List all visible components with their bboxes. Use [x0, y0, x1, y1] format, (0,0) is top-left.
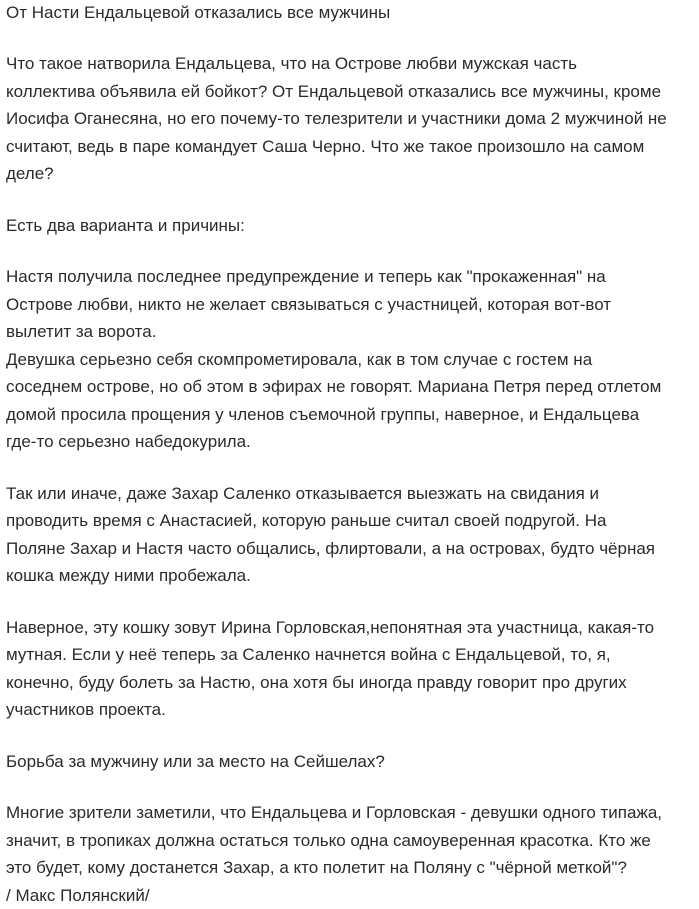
- spacer: [6, 239, 694, 263]
- paragraph-zakhar: Так или иначе, даже Захар Саленко отказывается выезжать на свидания и проводить время с Анастасией, которую раньше считал своей подругой. На Поляне Захар и Настя часто общались, флиртовали, а на островах, будто чёрная кошка между ними пробежала.: [6, 483, 656, 585]
- paragraph-question: Борьба за мужчину или за место на Сейшелах?: [6, 751, 385, 771]
- spacer: [6, 590, 694, 614]
- spacer: [6, 775, 694, 799]
- paragraph-two-variants: Есть два варианта и причины:: [6, 215, 245, 235]
- paragraph-conclusion: Многие зрители заметили, что Ендальцева и Горловская - девушки одного типажа, значит, в тропиках должна остаться только одна самоуверенная красотка. Кто же это будет, кому достанется Захар, а кто полетит на Поляну с "чёрной меткой"? / Макс Полянский/: [6, 803, 663, 905]
- spacer: [6, 724, 694, 748]
- paragraph-warning: Настя получила последнее предупреждение и теперь как "прокаженная" на Острове любви, никто не желает связываться с участницей, которая вот-вот вылетит за ворота. Девушка серьезно себя скомпрометировала, как в том случае с гостем на соседнем острове, но об этом в эфирах не говорят. Мариана Петря перед отлетом домой просила прощения у членов съемочной группы, наверное, и Ендальцева где-то серьезно набедокурила.: [6, 267, 662, 451]
- paragraph-irina: Наверное, эту кошку зовут Ирина Горловская,непонятная эта участница, какая-то мутная. Если у неё теперь за Саленко начнется война с Ендальцевой, то, я, конечно, буду болеть за Настю, она хотя бы иногда правду говорит про других участников проекта.: [6, 617, 655, 719]
- spacer: [6, 188, 694, 212]
- article-title: От Насти Ендальцевой отказались все мужчины: [6, 3, 391, 22]
- spacer: [6, 26, 694, 50]
- article: [6, 0, 694, 909]
- paragraph-intro: Что такое натворила Ендальцева, что на Острове любви мужская часть коллектива объявила ей бойкот? От Ендальцевой отказались все мужчины, кроме Иосифа Оганесяна, но его почему-то телезрители и участники дома 2 мужчиной не считают, ведь в паре командует Саша Черно. Что же такое произошло на самом деле?: [6, 54, 667, 183]
- spacer: [6, 456, 694, 480]
